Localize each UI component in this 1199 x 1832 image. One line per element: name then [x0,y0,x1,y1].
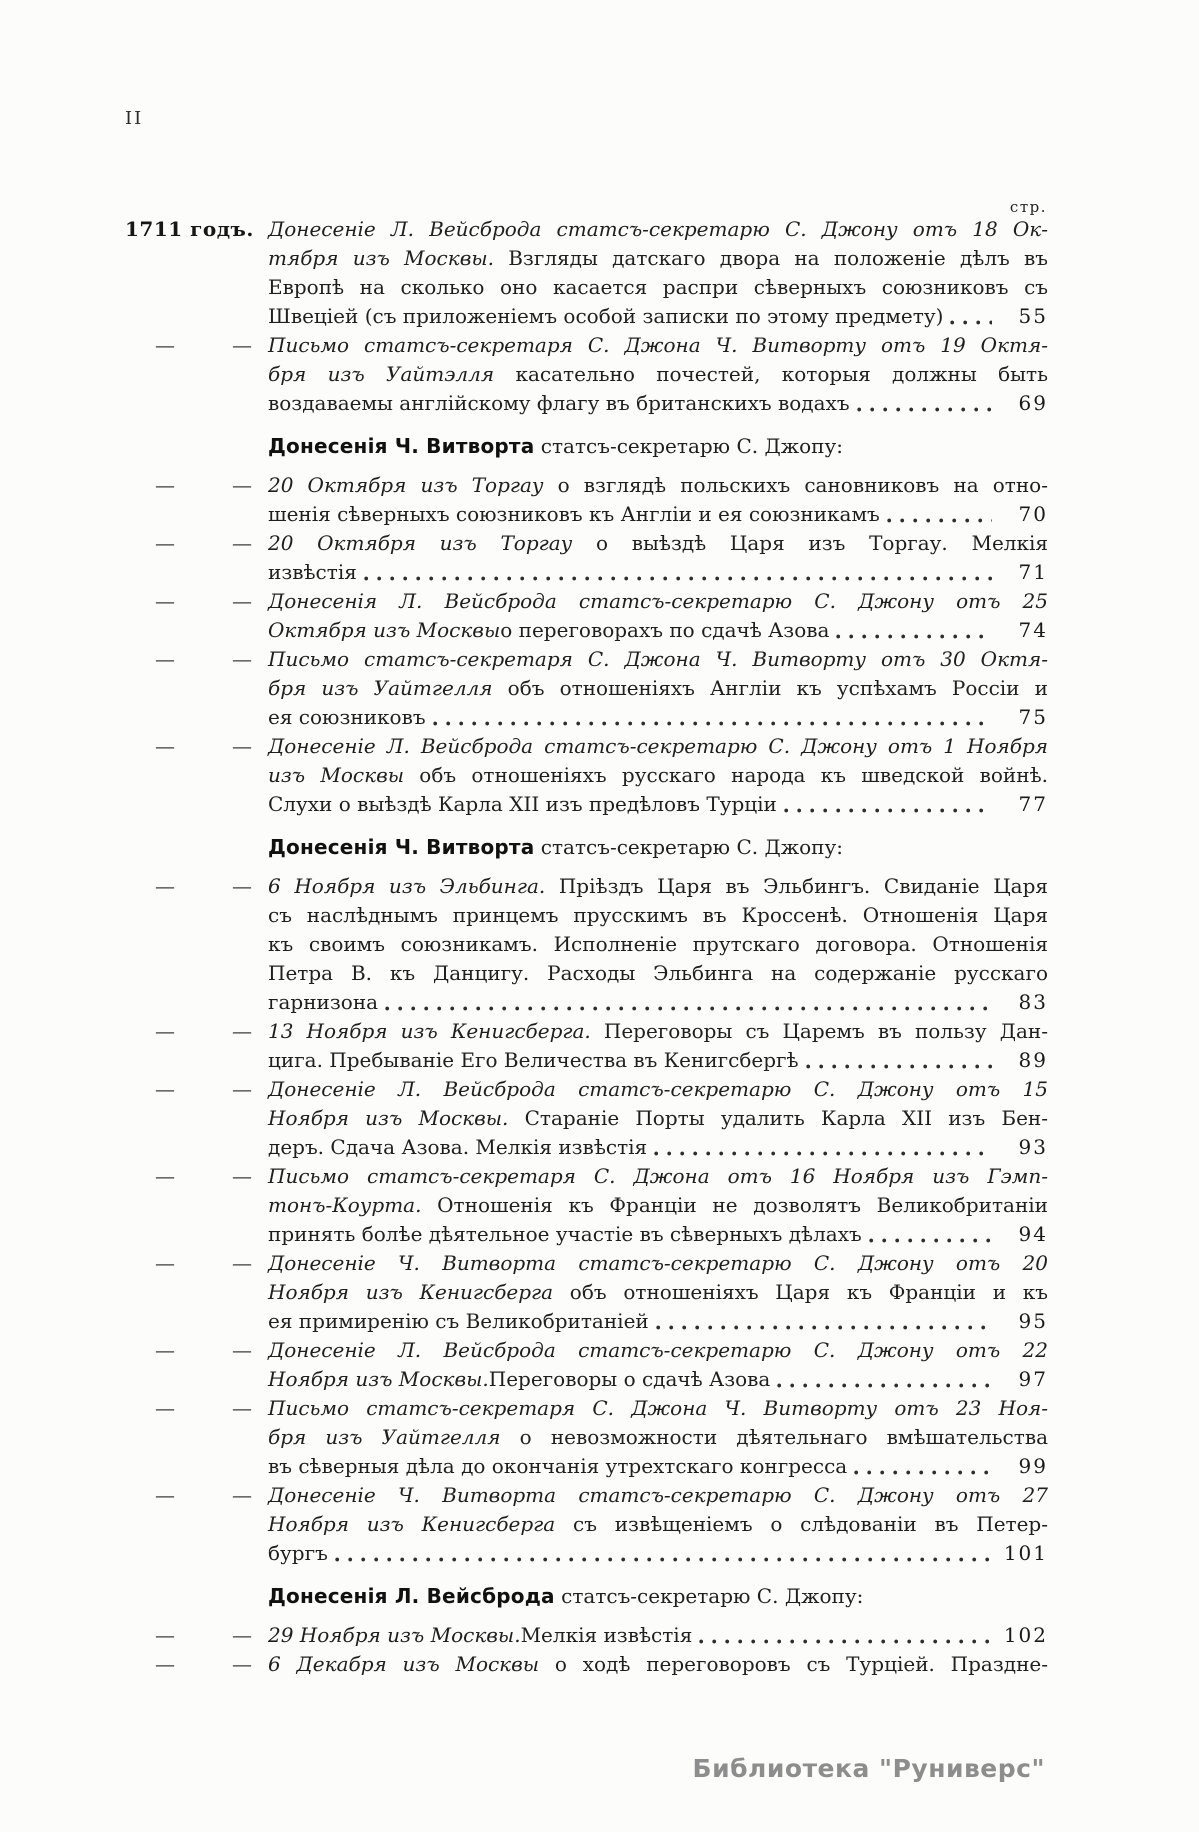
ditto-dash: — [232,1019,252,1043]
entry-text [268,1621,1048,1650]
toc-list [125,215,1048,1679]
ditto-marks [125,1249,268,1336]
toc-entry [125,1481,1048,1568]
toc-line [268,558,1048,587]
section-heading-rest: статсъ-секретарю С. Джопу: [534,835,844,859]
ditto-marks [125,529,268,587]
entry-text [268,215,1048,331]
dot-leader [777,1382,992,1389]
entry-text-segment: извѣстія [268,560,357,584]
dot-leader [854,1469,992,1476]
ditto-dash: — [232,1396,252,1420]
entry-text-segment: Европѣ на сколько оно касается распри сѣверныхъ союзниковъ съ [268,275,1048,299]
dot-leader [654,1150,992,1157]
toc-line [268,1336,1048,1365]
ditto-dash: — [155,1164,175,1188]
entry-text-segment: цига. Пребываніе Его Величества въ Кенигсбергѣ [268,1048,799,1072]
entry-text-segment: Мелкія извѣстія [520,1623,693,1647]
page-number: 97 [1018,1367,1048,1391]
toc-line [268,761,1048,790]
section-heading-author: Донесенія Л. Вейсброда [268,1584,555,1608]
dot-leader [656,1324,992,1331]
toc-line [268,1133,1048,1162]
ditto-dash: — [232,734,252,758]
dot-leader [335,1556,992,1563]
ditto-marks [125,471,268,529]
toc-line [268,273,1048,302]
toc-entry [125,331,1048,418]
toc-line [268,1452,1048,1481]
entry-text-segment: Переговоры съ Царемъ въ пользу Дан- [590,1019,1048,1043]
entry-text [268,1249,1048,1336]
year-label: 1711 годъ. [125,217,254,241]
dot-leader [385,1005,992,1012]
toc-line [268,1104,1048,1133]
page-number: 75 [1018,705,1048,729]
entry-text-segment: объ отношеніяхъ Англіи къ успѣхамъ Россіи и [492,676,1048,700]
entry-title-segment: Письмо статсъ-секретаря С. Джона Ч. Витворту отъ 19 Октя- [268,333,1048,357]
entry-text-segment: Взгляды датскаго двора на положеніе дѣлъ въ [494,246,1048,270]
entry-title-segment: Донесеніе Л. Вейсброда статсъ-секретарю С. Джону отъ 15 [268,1077,1048,1101]
entry-title-segment: 6 Декабря изъ Москвы [268,1652,540,1676]
entry-title-segment: бря изъ Уайтгелля [268,1425,501,1449]
entry-text [268,1481,1048,1568]
toc-line [268,1191,1048,1220]
ditto-marks [125,1621,268,1650]
ditto-dash: — [155,1338,175,1362]
entry-text-segment: шенія сѣверныхъ союзниковъ къ Англіи и ея союзникамъ [268,502,880,526]
entry-title-segment: 13 Ноября изъ Кенигсберга. [268,1019,591,1043]
entry-title-segment: изъ Москвы [268,763,404,787]
entry-text-segment: Пріѣздъ Царя въ Эльбингъ. Свиданіе Царя [545,874,1049,898]
toc-line [268,645,1048,674]
ditto-dash: — [155,473,175,497]
ditto-dash: — [232,1251,252,1275]
entry-text-segment: Стараніе Порты удалить Карла XII изъ Бен- [508,1106,1048,1130]
dot-leader [433,720,992,727]
toc-entry [125,872,1048,1017]
toc-line [268,988,1048,1017]
ditto-marks [125,1336,268,1394]
page-number: 70 [1018,502,1048,526]
toc-line [268,587,1048,616]
entry-title-segment: Ноября изъ Москвы. [268,1367,489,1391]
toc-entry [125,587,1048,645]
entry-text-segment: гарнизона [268,990,379,1014]
entry-text-segment: Слухи о выѣздѣ Карла XII изъ предѣловъ Турціи [268,792,777,816]
entry-title-segment: Донесеніе Ч. Витворта статсъ-секретарю С. Джону отъ 20 [268,1251,1048,1275]
entry-text [268,1394,1048,1481]
ditto-dash: — [232,1623,252,1647]
ditto-marks [125,1394,268,1481]
entry-title-segment: Письмо статсъ-секретаря С. Джона Ч. Витворту отъ 23 Ноя- [268,1396,1048,1420]
toc-entry [125,645,1048,732]
page-number: 74 [1018,618,1048,642]
toc-line [268,331,1048,360]
ditto-marks [125,1481,268,1568]
entry-text [268,331,1048,418]
toc-line [268,674,1048,703]
entry-text [268,872,1048,1017]
dot-leader [869,1237,992,1244]
ditto-marks [125,1650,268,1679]
toc-line [268,959,1048,988]
ditto-dash: — [155,874,175,898]
toc-line [268,302,1048,331]
section-heading [125,833,1048,862]
dot-leader [364,575,992,582]
entry-text-segment: о переговорахъ по сдачѣ Азова [500,618,830,642]
toc-line [268,790,1048,819]
ditto-dash: — [155,734,175,758]
dot-leader [806,1063,992,1070]
entry-title-segment: Ноября изъ Кенигсберга [268,1280,554,1304]
section-heading-author: Донесенія Ч. Витворта [268,835,535,859]
toc-line [268,1650,1048,1679]
section-heading-rest: статсъ-секретарю С. Джопу: [534,434,844,458]
entry-title-segment: тября изъ Москвы. [268,246,494,270]
entry-text-segment: къ своимъ союзникамъ. Исполненіе прутскаго договора. Отношенія [268,932,1048,956]
entry-text-segment: о ходѣ переговоровъ съ Турціей. Праздне- [539,1652,1048,1676]
toc-entry [125,1249,1048,1336]
entry-title-segment: бря изъ Уайтгелля [268,676,493,700]
toc-line [268,616,1048,645]
toc-line [268,732,1048,761]
toc-line [268,1307,1048,1336]
page-number: 101 [1003,1541,1048,1565]
page-number: 89 [1018,1048,1048,1072]
entry-text [268,471,1048,529]
toc-line [268,1510,1048,1539]
entry-text-segment: воздаваемы англійскому флагу въ британскихъ водахъ [268,391,850,415]
entry-text [268,1162,1048,1249]
ditto-dash: — [155,333,175,357]
ditto-dash: — [155,531,175,555]
toc-line [268,215,1048,244]
toc-line [268,244,1048,273]
toc-entry [125,1162,1048,1249]
library-watermark: Библиотека "Руниверс" [692,1754,1045,1783]
page-column-header: стр. [1009,198,1047,216]
toc-entry [125,529,1048,587]
entry-title-segment: Донесенія Л. Вейсброда статсъ-секретарю С. Джону отъ 25 [268,589,1048,613]
entry-text-segment: касательно почестей, которыя должны быть [494,362,1048,386]
entry-text-segment: бургъ [268,1541,328,1565]
entry-title-segment: Ноября изъ Москвы. [268,1106,509,1130]
page-number: 77 [1018,792,1048,816]
entry-text [268,1075,1048,1162]
entry-text [268,1336,1048,1394]
ditto-marks [125,645,268,732]
ditto-dash: — [155,1483,175,1507]
section-heading [125,432,1048,461]
entry-text-segment: объ отношеніяхъ русскаго народа къ шведской войнѣ. [404,763,1048,787]
ditto-dash: — [155,589,175,613]
entry-text-segment: о взглядѣ польскихъ сановниковъ на отно- [543,473,1048,497]
ditto-marks [125,1075,268,1162]
entry-title-segment: Октября изъ Москвы [268,618,501,642]
dot-leader [887,517,992,524]
ditto-dash: — [155,1623,175,1647]
entry-title-segment: бря изъ Уайтэлля [268,362,495,386]
page-number: 102 [1003,1623,1048,1647]
ditto-marks [125,732,268,819]
entry-title-segment: 6 Ноября изъ Эльбинга. [268,874,546,898]
dot-leader [784,807,992,814]
ditto-marks [125,587,268,645]
ditto-dash: — [155,1652,175,1676]
ditto-marks [125,1017,268,1075]
entry-text-segment: о выѣздѣ Царя изъ Торгау. Мелкія [572,531,1049,555]
page-number: 71 [1018,560,1048,584]
ditto-dash: — [232,874,252,898]
page-number: 69 [1018,391,1048,415]
toc-entry [125,1017,1048,1075]
ditto-marks [125,1162,268,1249]
toc-line [268,901,1048,930]
entry-title-segment: Донесеніе Ч. Витворта статсъ-секретарю С. Джону отъ 27 [268,1483,1048,1507]
entry-text-segment: объ отношеніяхъ Царя къ Франціи и къ [553,1280,1048,1304]
entry-text [268,587,1048,645]
entry-text-segment: Петра В. къ Данцигу. Расходы Эльбинга на содержаніе русскаго [268,961,1048,985]
page-number: 95 [1018,1309,1048,1333]
section-heading [125,1582,1048,1611]
entry-text [268,732,1048,819]
ditto-dash: — [232,531,252,555]
toc-line [268,1162,1048,1191]
entry-text-segment: Переговоры о сдачѣ Азова [488,1367,771,1391]
toc-line [268,1365,1048,1394]
ditto-dash: — [232,333,252,357]
toc-entry [125,1075,1048,1162]
toc-line [268,471,1048,500]
page-number: 93 [1018,1135,1048,1159]
entry-title-segment: Донесеніе Л. Вейсброда статсъ-секретарю С. Джону отъ 1 Ноября [268,734,1048,758]
ditto-dash: — [232,647,252,671]
entry-text-segment: въ сѣверныя дѣла до окончанія утрехтскаго конгресса [268,1454,848,1478]
toc-line [268,930,1048,959]
toc-line [268,703,1048,732]
entry-title-segment: 20 Октября изъ Торгау [268,531,573,555]
ditto-dash: — [232,1077,252,1101]
entry-title-segment: 20 Октября изъ Торгау [268,473,544,497]
toc-entry [125,1336,1048,1394]
entry-text-segment: принять болѣе дѣятельное участіе въ сѣверныхъ дѣлахъ [268,1222,862,1246]
toc-entry [125,1650,1048,1679]
toc-line [268,1278,1048,1307]
toc-line [268,1539,1048,1568]
section-heading-author: Донесенія Ч. Витворта [268,434,535,458]
toc-line [268,1423,1048,1452]
entry-text-segment: Отношенія къ Франціи не дозволятъ Великобританіи [421,1193,1048,1217]
toc-entry [125,215,1048,331]
folio-number: II [125,108,144,129]
entry-text [268,1650,1048,1679]
ditto-dash: — [232,589,252,613]
page-number: 55 [1018,304,1048,328]
toc-line [268,1046,1048,1075]
ditto-dash: — [232,473,252,497]
toc-entry [125,1394,1048,1481]
entry-text-segment: съ извѣщеніемъ о слѣдованіи въ Петер- [555,1512,1048,1536]
entry-title-segment: Ноября изъ Кенигсберга [268,1512,556,1536]
toc-line [268,529,1048,558]
ditto-dash: — [155,1019,175,1043]
ditto-dash: — [232,1652,252,1676]
entry-title-segment: Донесеніе Л. Вейсброда статсъ-секретарю С. Джону отъ 22 [268,1338,1048,1362]
ditto-dash: — [232,1164,252,1188]
ditto-marks [125,872,268,1017]
entry-text [268,529,1048,587]
entry-text-segment: ея союзниковъ [268,705,426,729]
entry-title-segment: Донесеніе Л. Вейсброда статсъ-секретарю С. Джону отъ 18 Ок- [268,217,1048,241]
toc-line [268,1075,1048,1104]
toc-line [268,1394,1048,1423]
entry-text-segment: съ наслѣднымъ принцемъ прусскимъ въ Кроссенѣ. Отношенія Царя [268,903,1048,927]
toc-entry [125,732,1048,819]
toc-line [268,1220,1048,1249]
entry-text-segment: Швеціей (съ приложеніемъ особой записки по этому предмету) [268,304,944,328]
entry-title-segment: Письмо статсъ-секретаря С. Джона отъ 16 Ноября изъ Гэмп- [268,1164,1048,1188]
ditto-dash: — [155,1077,175,1101]
ditto-marks [125,331,268,418]
toc-line [268,872,1048,901]
dot-leader [857,406,992,413]
toc-line [268,1249,1048,1278]
entry-text-segment: деръ. Сдача Азова. Мелкія извѣстія [268,1135,648,1159]
ditto-dash: — [232,1338,252,1362]
page-number: 83 [1018,990,1048,1014]
ditto-dash: — [155,1396,175,1420]
entry-text-segment: ея примиренію съ Великобританіей [268,1309,649,1333]
dot-leader [699,1638,992,1645]
section-heading-rest: статсъ-секретарю С. Джопу: [554,1584,864,1608]
toc-line [268,1481,1048,1510]
entry-text [268,645,1048,732]
page-number: 99 [1018,1454,1048,1478]
toc-line [268,389,1048,418]
ditto-dash: — [232,1483,252,1507]
toc-line [268,1621,1048,1650]
page-number: 94 [1018,1222,1048,1246]
entry-text-segment: о невозможности дѣятельнаго вмѣшательства [500,1425,1049,1449]
toc-entry [125,1621,1048,1650]
toc-line [268,360,1048,389]
toc-line [268,500,1048,529]
entry-text [268,1017,1048,1075]
dot-leader [836,633,992,640]
entry-title-segment: 29 Ноября изъ Москвы. [268,1623,521,1647]
toc-entry [125,471,1048,529]
dot-leader [950,319,992,326]
ditto-dash: — [155,1251,175,1275]
entry-title-segment: тонъ-Коурта. [268,1193,422,1217]
toc-line [268,1017,1048,1046]
entry-title-segment: Письмо статсъ-секретаря С. Джона Ч. Витворту отъ 30 Октя- [268,647,1048,671]
ditto-dash: — [155,647,175,671]
